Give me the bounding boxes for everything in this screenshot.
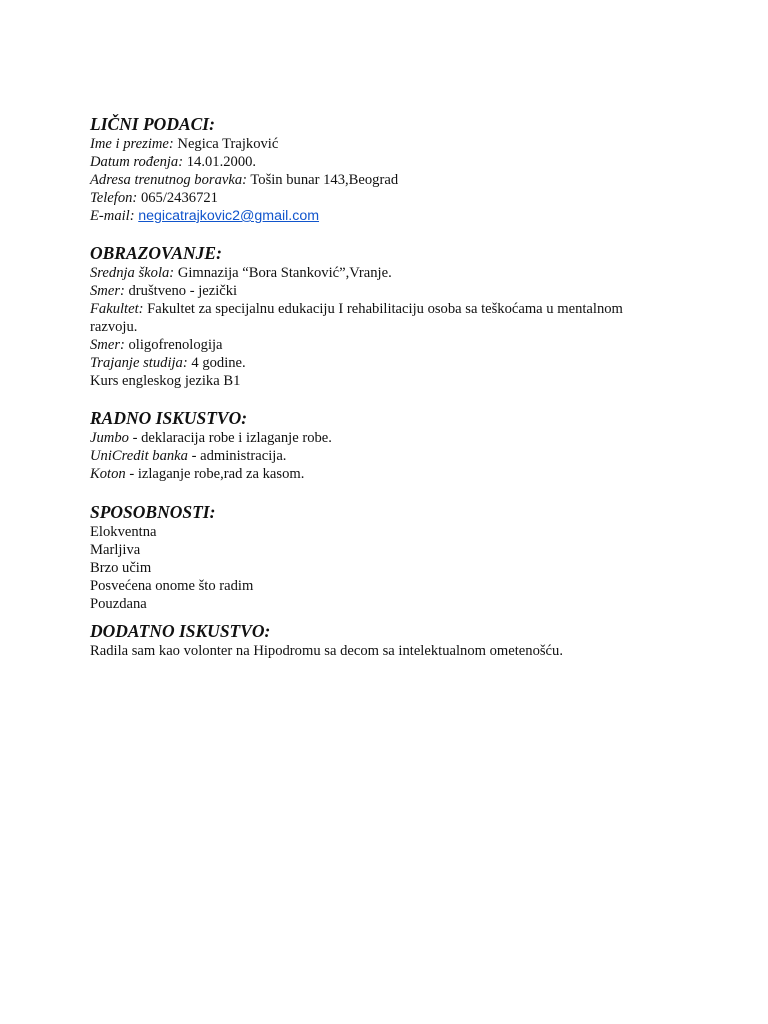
additional-section — [90, 620, 690, 660]
email-row — [90, 207, 690, 225]
employer-name: UniCredit banka — [90, 448, 188, 464]
skill-item: Elokventna — [90, 524, 157, 540]
skill-item: Brzo učim — [90, 560, 152, 576]
employer-name: Koton — [90, 466, 126, 482]
birthdate-value: 14.01.2000. — [183, 154, 257, 170]
english-course: Kurs engleskog jezika B1 — [90, 373, 241, 389]
birthdate-label: Datum rođenja: — [90, 154, 184, 170]
address-label: Adresa trenutnog boravka: — [90, 172, 247, 188]
personal-heading: LIČNI PODACI: — [90, 114, 215, 134]
faculty-track-value: oligofrenologija — [124, 337, 223, 353]
work-heading: RADNO ISKUSTVO: — [90, 408, 248, 428]
high-school-label: Srednja škola: — [90, 265, 175, 281]
work-item — [90, 465, 690, 483]
duration-label: Trajanje studija: — [90, 355, 188, 371]
additional-text: Radila sam kao volonter na Hipodromu sa decom sa intelektualnom ometenošću. — [90, 643, 563, 659]
spacer — [90, 613, 690, 620]
personal-section — [90, 113, 690, 225]
work-description: - deklaracija robe i izlaganje robe. — [128, 430, 332, 446]
hs-track-value: društveno - jezički — [124, 283, 238, 299]
hs-track-row — [90, 282, 690, 300]
address-value: Tošin bunar 143,Beograd — [247, 172, 399, 188]
spacer — [90, 390, 690, 407]
additional-heading: DODATNO ISKUSTVO: — [90, 621, 271, 641]
address-row — [90, 171, 690, 189]
education-heading: OBRAZOVANJE: — [90, 243, 222, 263]
faculty-track-row — [90, 336, 690, 354]
cv-document — [90, 113, 690, 660]
duration-row — [90, 354, 690, 372]
email-link[interactable]: negicatrajkovic2@gmail.com — [138, 208, 320, 224]
faculty-value: Fakultet za specijalnu edukaciju I rehabilitaciju osoba sa teškoćama u mentalnom razvoju. — [90, 301, 623, 335]
high-school-row — [90, 264, 690, 282]
name-value: Negica Trajković — [173, 136, 279, 152]
work-description: - izlaganje robe,rad za kasom. — [125, 466, 305, 482]
phone-value: 065/2436721 — [137, 190, 218, 206]
duration-value: 4 godine. — [187, 355, 246, 371]
faculty-row — [90, 300, 650, 336]
spacer — [90, 225, 690, 242]
skills-heading: SPOSOBNOSTI: — [90, 502, 216, 522]
skill-item: Posvećena onome što radim — [90, 578, 254, 594]
skill-item: Pouzdana — [90, 596, 147, 612]
skills-section — [90, 501, 690, 613]
phone-row — [90, 189, 690, 207]
work-item — [90, 447, 690, 465]
work-section — [90, 407, 690, 483]
employer-name: Jumbo — [90, 430, 129, 446]
birthdate-row — [90, 153, 690, 171]
hs-track-label: Smer: — [90, 283, 125, 299]
email-label: E-mail: — [90, 208, 135, 224]
skill-item: Marljiva — [90, 542, 141, 558]
education-section — [90, 242, 690, 390]
phone-label: Telefon: — [90, 190, 138, 206]
work-description: - administracija. — [187, 448, 287, 464]
name-row — [90, 135, 690, 153]
faculty-track-label: Smer: — [90, 337, 125, 353]
spacer — [90, 483, 690, 501]
name-label: Ime i prezime: — [90, 136, 174, 152]
high-school-value: Gimnazija “Bora Stanković”,Vranje. — [174, 265, 392, 281]
faculty-label: Fakultet: — [90, 301, 144, 317]
work-item — [90, 429, 690, 447]
